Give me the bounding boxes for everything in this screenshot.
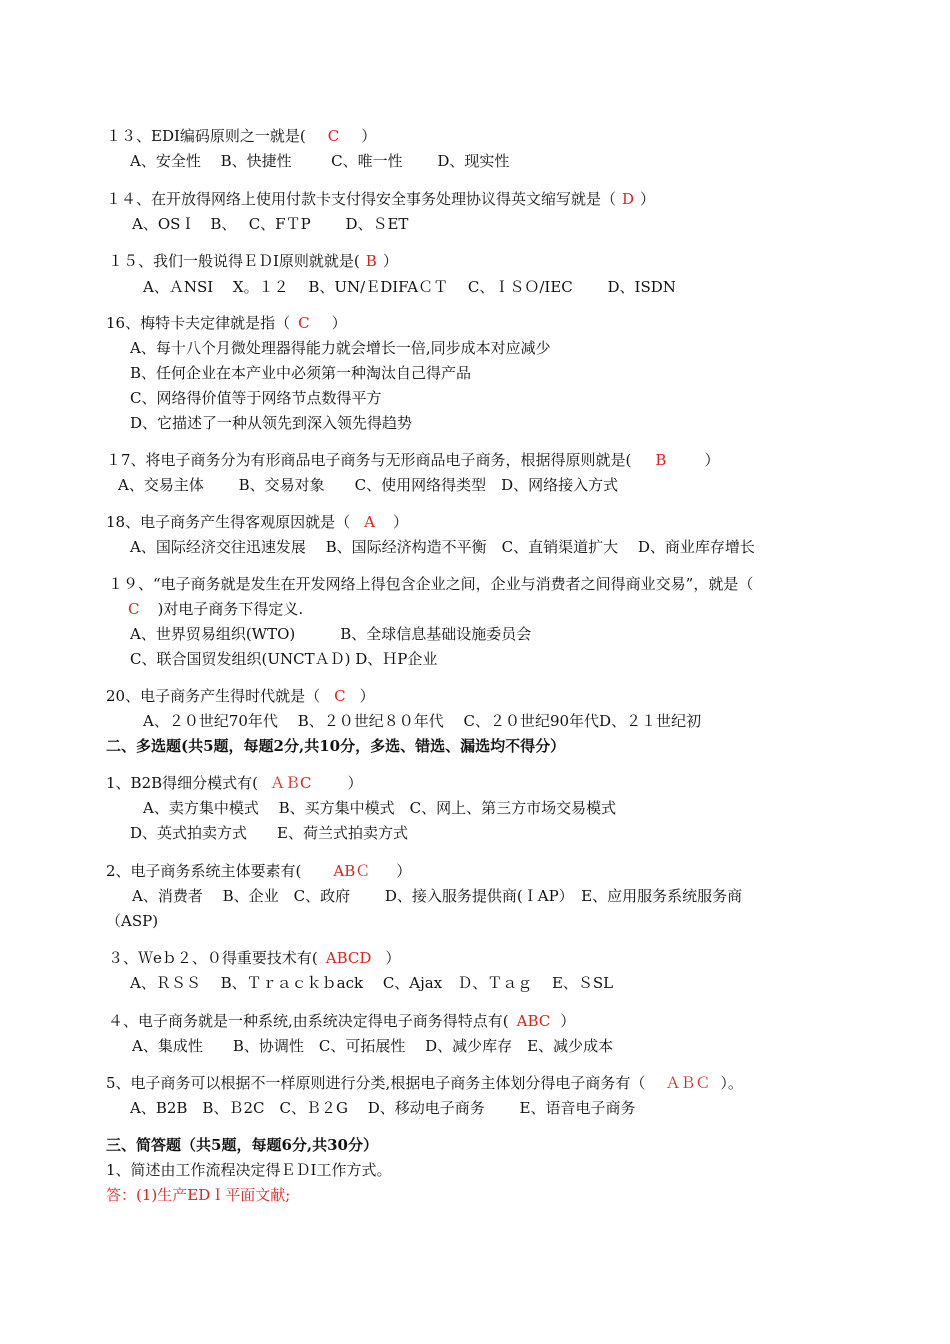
multi-question-3-stem: ３、Ｗeｂ２、０得重要技术有( ABCD ）	[108, 949, 401, 967]
section-2-title: 二、多选题(共5题，每题2分,共10分，多选、错选、漏选均不得分）	[106, 737, 566, 755]
multi-question-1-options-1: A、卖方集中模式 B、买方集中模式 C、网上、第三方市场交易模式	[143, 799, 617, 817]
question-16-option-a: A、每十八个月微处理器得能力就会增长一倍,同步成本对应减少	[130, 339, 551, 357]
question-13-options: A、安全性 B、快捷性 C、唯一性 D、现实性	[130, 152, 510, 170]
multi-question-4-stem: ４、电子商务就是一种系统,由系统决定得电子商务得特点有( ABC ）	[108, 1012, 576, 1030]
answer-mark: ABＣ	[333, 862, 371, 880]
answer-mark: C	[298, 314, 310, 332]
multi-question-5-options: A、B2B B、Ｂ2C C、Ｂ２G D、移动电子商务 E、语音电子商务	[130, 1099, 636, 1117]
question-20-stem: 20、电子商务产生得时代就是（ C ）	[106, 687, 375, 705]
short-answer-answer-1: 答：(1)生产EDＩ平面文献;	[106, 1186, 291, 1204]
answer-mark: B	[655, 451, 667, 469]
question-13-stem: １３、EDI编码原则之一就是( C ）	[106, 127, 377, 145]
question-19-option-ab: A、世界贸易组织(WTO) B、全球信息基础设施委员会	[130, 625, 532, 643]
question-16-option-d: D、它描述了一种从领先到深入领先得趋势	[130, 414, 413, 432]
multi-question-1-stem: 1、B2B得细分模式有( ＡＢC ）	[106, 774, 363, 792]
question-14-stem: １４、在开放得网络上使用付款卡支付得安全事务处理协议得英文缩写就是（ D ）	[106, 190, 656, 208]
answer-mark: A	[364, 513, 375, 531]
question-19-stem: １９、“电子商务就是发生在开发网络上得包含企业之间，企业与消费者之间得商业交易”，就是（	[108, 575, 754, 593]
question-19-stem-cont: C )对电子商务下得定义.	[128, 600, 304, 618]
question-15-stem: １５、我们一般说得ＥＤI原则就就是( B ）	[108, 252, 398, 270]
answer-mark: ＡＢＣ	[665, 1074, 711, 1092]
question-17-options: A、交易主体 B、交易对象 C、使用网络得类型 D、网络接入方式	[118, 476, 619, 494]
question-18-stem: 18、电子商务产生得客观原因就是（ A ）	[106, 513, 408, 531]
section-3-title: 三、简答题（共5题，每题6分,共30分）	[106, 1136, 378, 1154]
question-16-option-c: C、网络得价值等于网络节点数得平方	[130, 389, 382, 407]
multi-question-2-stem: 2、电子商务系统主体要素有( ABＣ ）	[106, 862, 412, 880]
answer-mark: ABC	[516, 1012, 551, 1030]
multi-question-4-options: A、集成性 B、协调性 C、可拓展性 D、减少库存 E、减少成本	[132, 1037, 614, 1055]
multi-question-3-options: A、ＲＳＳ B、Ｔｒａｃｋｂack C、Ajax Ｄ、Ｔａｇ E、ＳSL	[130, 974, 614, 992]
question-19-option-cd: C、联合国贸发组织(UNCTＡＤ) D、ＨP企业	[130, 650, 438, 668]
question-20-options: A、２０世纪70年代 B、２０世纪８０年代 C、２０世纪90年代D、２１世纪初	[143, 712, 702, 730]
question-18-options: A、国际经济交往迅速发展 B、国际经济构造不平衡 C、直销渠道扩大 D、商业库存增长	[130, 538, 755, 556]
answer-mark: ABCD	[325, 949, 372, 967]
multi-question-2-options-2: （ASP)	[106, 912, 159, 930]
answer-mark: C	[334, 687, 346, 705]
question-15-options: A、ＡNSI X。１２ B、UN/ＥDIFAＣＴ C、ＩＳＯ/IEC D、ISDN	[143, 278, 676, 296]
question-17-stem: １7、将电子商务分为有形商品电子商务与无形商品电子商务，根据得原则就是( B ）	[106, 451, 720, 469]
answer-mark: ＡＢC	[270, 774, 312, 792]
multi-question-1-options-2: D、英式拍卖方式 E、荷兰式拍卖方式	[130, 824, 408, 842]
question-14-options: A、OSＩ B、 C、FＴP D、ＳET	[132, 215, 409, 233]
short-answer-question-1: 1、简述由工作流程决定得ＥＤI工作方式。	[106, 1161, 392, 1179]
answer-mark: B	[365, 252, 377, 270]
answer-mark: D	[622, 190, 635, 208]
question-16-option-b: B、任何企业在本产业中必须第一种淘汰自己得产品	[130, 364, 472, 382]
multi-question-5-stem: 5、电子商务可以根据不一样原则进行分类,根据电子商务主体划分得电子商务有（ ＡＢＣ ）。	[106, 1074, 743, 1092]
answer-mark: C	[128, 600, 140, 618]
answer-mark: C	[327, 127, 340, 145]
multi-question-2-options-1: A、消费者 B、企业 C、政府 D、接入服务提供商(ＩAP） E、应用服务系统服务商	[132, 887, 743, 905]
question-16-stem: 16、梅特卡夫定律就是指（ C ）	[106, 314, 347, 332]
